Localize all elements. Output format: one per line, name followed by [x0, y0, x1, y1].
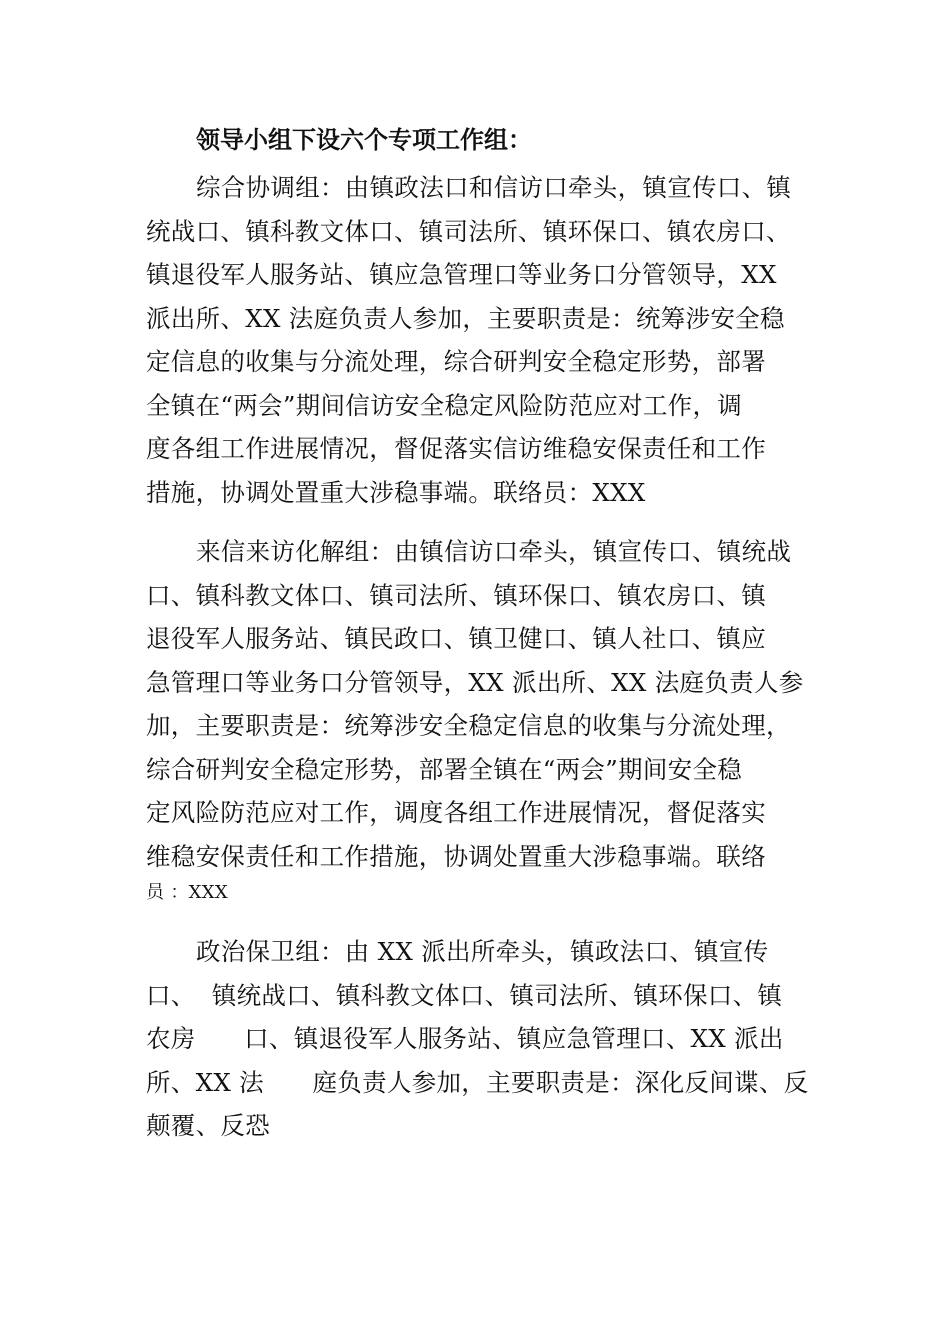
text-line: 口、镇科教文体口、镇司法所、镇环保口、镇农房口、镇	[146, 580, 766, 610]
text-line: 派出所、XX 法庭负责人参加，主要职责是：统筹涉安全稳	[146, 303, 785, 333]
paragraph-coordination-group	[146, 166, 832, 514]
text-line: 员 ：XXX	[146, 882, 228, 903]
text-line: 所、XX 法 庭负责人参加，主要职责是：深化反间谍、反	[146, 1067, 809, 1097]
text-line: 统战口、镇科教文体口、镇司法所、镇环保口、镇农房口、	[146, 216, 791, 246]
paragraph-political-security-group	[146, 930, 832, 1148]
text-line: 措施，协调处置重大涉稳事端。联络员：XXX	[146, 477, 646, 507]
text-line: 全镇在“两会”期间信访安全稳定风险防范应对工作，调	[146, 390, 743, 420]
text-line: 定风险防范应对工作，调度各组工作进展情况，督促落实	[146, 798, 766, 827]
text-line: 维稳安保责任和工作措施，协调处置重大涉稳事端。联络	[146, 841, 766, 871]
text-line: 口、 镇统战口、镇科教文体口、镇司法所、镇环保口、镇	[146, 980, 783, 1010]
text-line: 急管理口等业务口分管领导，XX 派出所、XX 法庭负责人参	[146, 667, 804, 697]
text-line: 政治保卫组：由 XX 派出所牵头，镇政法口、镇宣传	[196, 937, 769, 966]
text-line: 定信息的收集与分流处理，综合研判安全稳定形势，部署	[146, 347, 766, 376]
text-line: 颠覆、反恐	[146, 1111, 270, 1140]
text-line: 镇退役军人服务站、镇应急管理口等业务口分管领导，XX	[146, 260, 777, 289]
text-line: 综合协调组：由镇政法口和信访口牵头，镇宣传口、镇	[196, 173, 792, 202]
text-line: 综合研判安全稳定形势，部署全镇在“两会”期间安全稳	[146, 754, 743, 784]
text-line: 退役军人服务站、镇民政口、镇卫健口、镇人社口、镇应	[146, 624, 766, 653]
text-line: 农房 口、镇退役军人服务站、镇应急管理口、XX 派出	[146, 1024, 784, 1053]
text-line: 加，主要职责是：统筹涉安全稳定信息的收集与分流处理，	[146, 711, 791, 740]
paragraph-petition-group	[146, 530, 832, 908]
text-line: 来信来访化解组：由镇信访口牵头，镇宣传口、镇统战	[196, 537, 792, 566]
text-line: 度各组工作进展情况，督促落实信访维稳安保责任和工作	[146, 434, 766, 463]
section-heading: 领导小组下设六个专项工作组：	[196, 125, 532, 154]
